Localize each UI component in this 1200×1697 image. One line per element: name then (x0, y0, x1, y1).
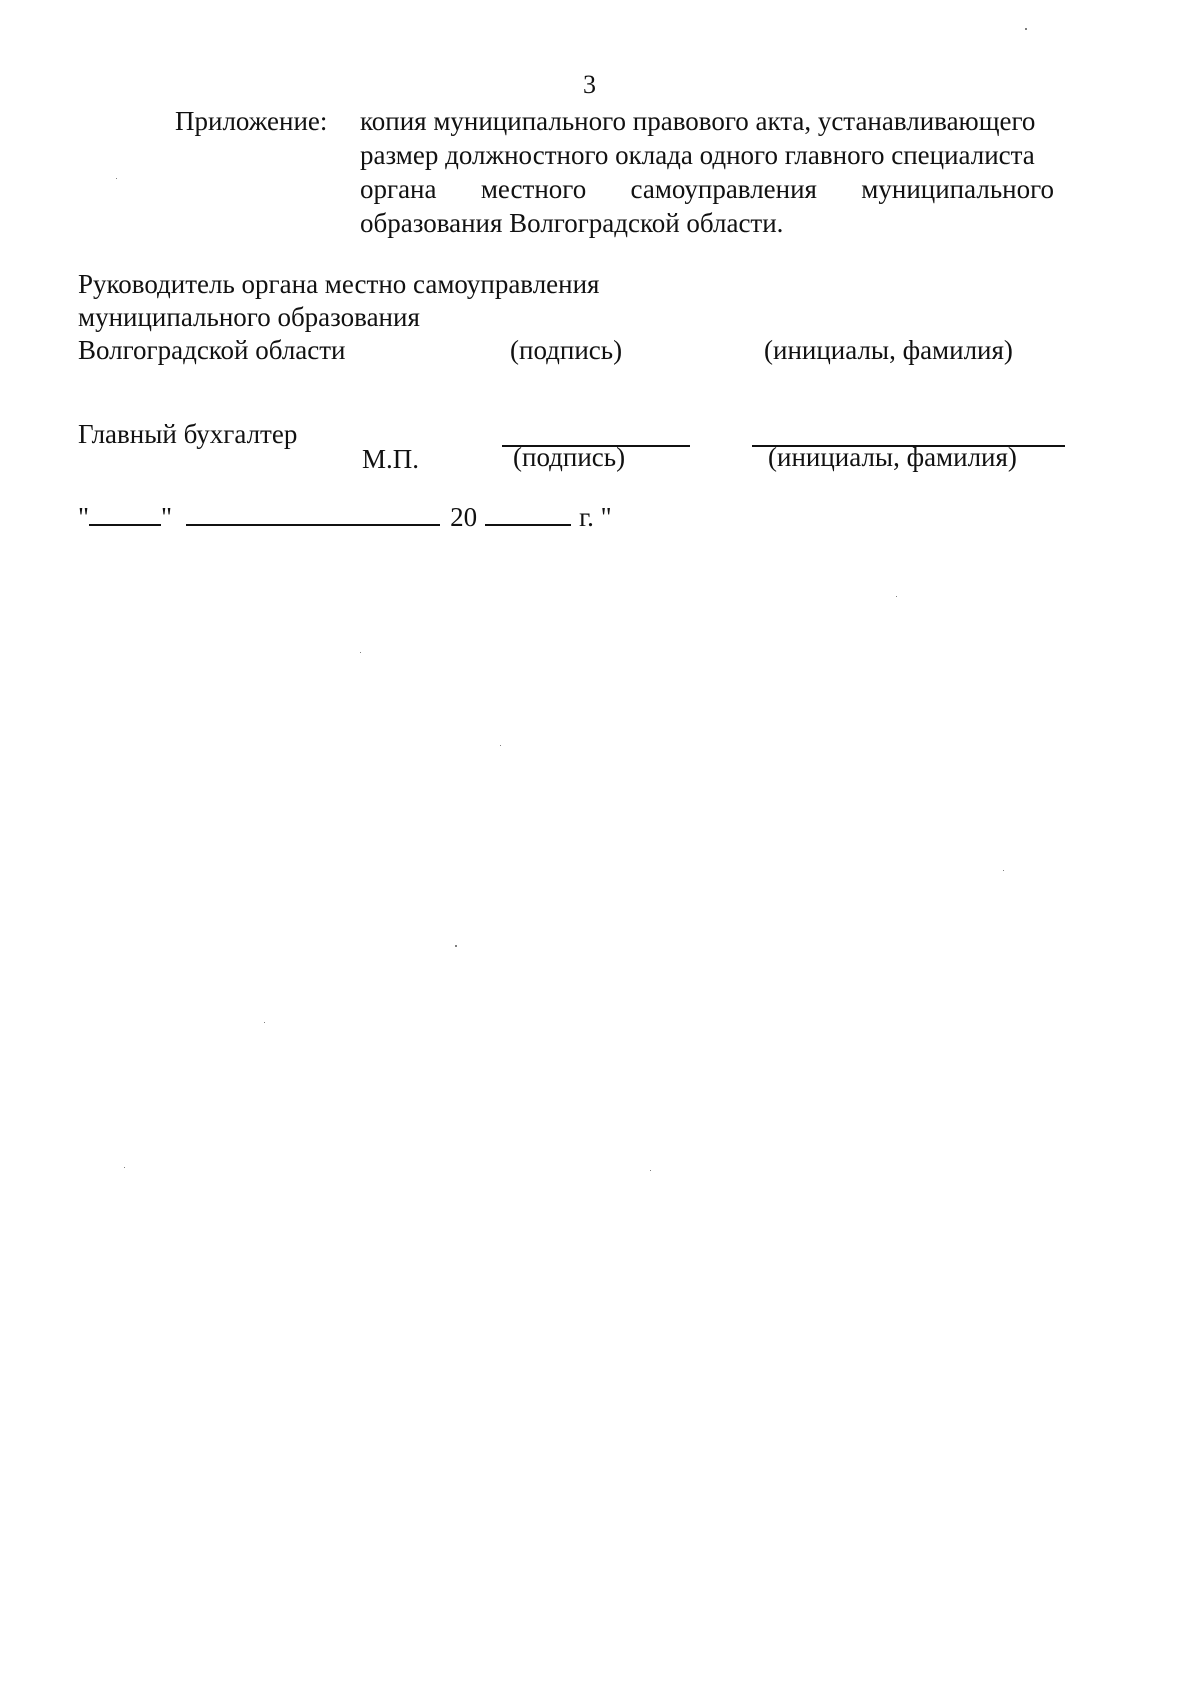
scan-speck (650, 1170, 651, 1171)
scan-speck (500, 745, 501, 746)
attachment-line-1: копия муниципального правового акта, устанавливающего (360, 106, 1036, 136)
head-title-line-3: Волгоградской области (78, 335, 346, 365)
date-month-blank (186, 498, 440, 526)
scan-speck (455, 945, 457, 947)
date-open-quote: " (78, 502, 90, 532)
accountant-signature-label: (подпись) (513, 442, 626, 472)
date-year-blank (485, 498, 571, 526)
attachment-text (360, 104, 1054, 240)
scan-speck (1025, 28, 1027, 30)
date-day-blank (89, 498, 161, 526)
scan-speck (896, 596, 897, 597)
accountant-initials-label: (инициалы, фамилия) (768, 442, 1017, 472)
accountant-title: Главный бухгалтер (78, 419, 298, 449)
attachment-line-3: органа местного самоуправления муниципального (360, 174, 1054, 204)
date-close-quote: " (161, 502, 173, 532)
date-year-suffix: г. " (579, 502, 612, 532)
scan-speck (116, 178, 117, 179)
attachment-line-4: образования Волгоградской области. (360, 208, 784, 238)
date-year-prefix: 20 (450, 502, 478, 532)
scan-speck (264, 1022, 265, 1023)
date-line (78, 498, 612, 534)
head-signature-label: (подпись) (510, 335, 623, 365)
scan-speck (1003, 870, 1004, 871)
scan-speck (360, 652, 361, 653)
attachment-line-2: размер должностного оклада одного главного специалиста (360, 140, 1035, 170)
stamp-label: М.П. (362, 444, 420, 474)
scan-speck (124, 1167, 125, 1168)
head-title-line-1: Руководитель органа местно самоуправления (78, 269, 600, 299)
page-number: 3 (583, 70, 596, 99)
head-title-line-2: муниципального образования (78, 302, 420, 332)
attachment-label: Приложение: (175, 106, 328, 136)
head-initials-label: (инициалы, фамилия) (764, 335, 1013, 365)
